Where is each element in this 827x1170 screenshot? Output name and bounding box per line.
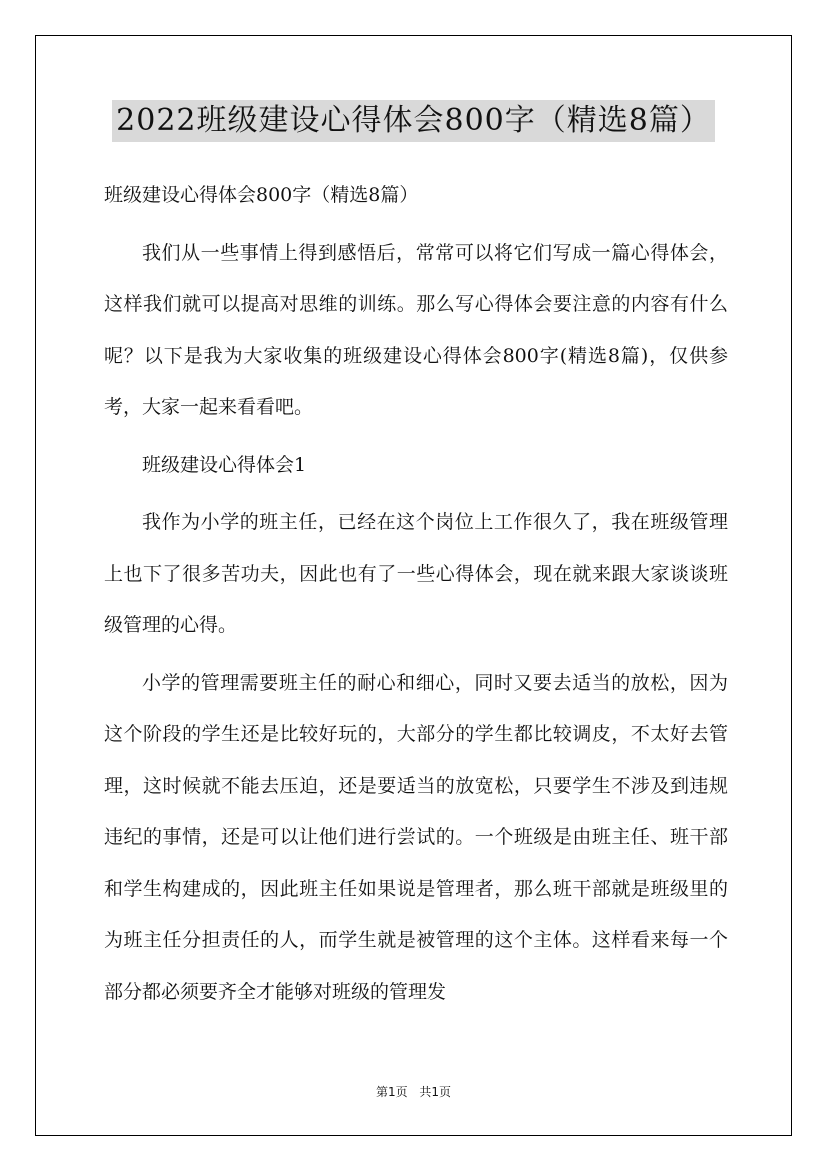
page-total: 共1页 [419,1085,452,1099]
intro-paragraph: 我们从一些事情上得到感悟后，常常可以将它们写成一篇心得体会，这样我们就可以提高对思维的训练。那么写心得体会要注意的内容有什么呢？以下是我为大家收集的班级建设心得体会800字(精选8篇)，仅供参考，大家一起来看看吧。 [104,241,728,418]
body-paragraph: 小学的管理需要班主任的耐心和细心，同时又要去适当的放松，因为这个阶段的学生还是比较好玩的，大部分的学生都比较调皮，不太好去管理，这时候就不能去压迫，还是要适当的放宽松，只要学生不涉及到违规违纪的事情，还是可以让他们进行尝试的。一个班级是由班主任、班干部和学生构建成的，因此班主任如果说是管理者，那么班干部就是班级里的为班主任分担责任的人，而学生就是被管理的这个主体。这样看来每一个部分都必须要齐全才能够对班级的管理发 [104,671,728,1003]
document-title: 2022班级建设心得体会800字（精选8篇） [112,100,715,142]
page-footer [0,1083,827,1100]
body-paragraph: 我作为小学的班主任，已经在这个岗位上工作很久了，我在班级管理上也下了很多苦功夫，因此也有了一些心得体会，现在就来跟大家谈谈班级管理的心得。 [104,511,728,636]
document-body [104,170,728,1018]
section-heading: 班级建设心得体会1 [142,453,307,476]
document-subtitle: 班级建设心得体会800字（精选8篇） [104,184,419,206]
title-container [0,100,827,142]
page-number: 第1页 [375,1085,408,1099]
